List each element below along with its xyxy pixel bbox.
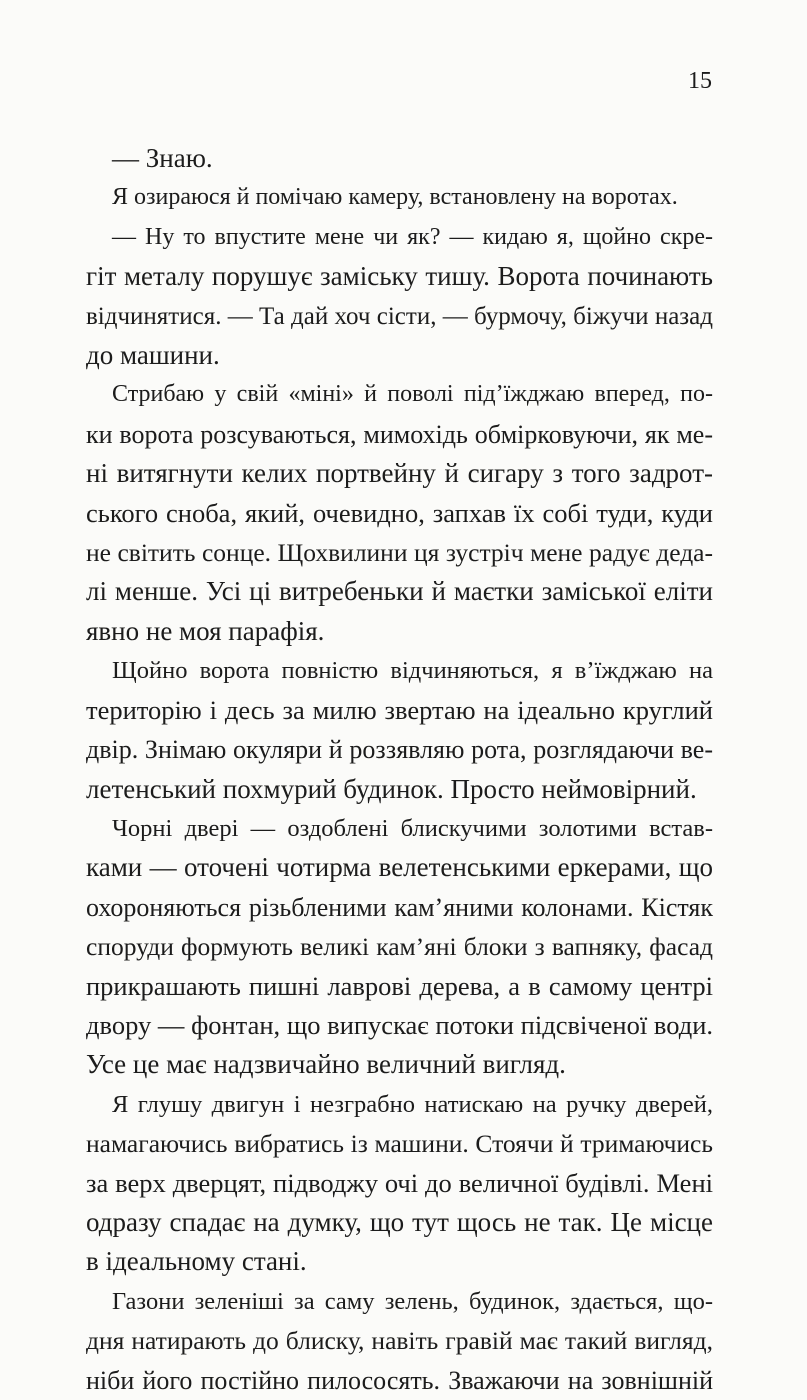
text-line: охороняються різьбленими кам’яними колонами. Кістяк	[86, 892, 713, 922]
paragraph	[86, 218, 713, 376]
text-line: дня натирають до блиску, навіть гравій має такий вигляд,	[86, 1326, 713, 1356]
text-line: територію і десь за милю звертаю на ідеально круглий	[86, 694, 713, 725]
text-line: ки ворота розсуваються, мимохідь обмірковуючи, як ме-	[86, 419, 713, 449]
text-line: прикрашають пишні лаврові дерева, а в самому центрі	[86, 970, 713, 1001]
paragraph	[86, 809, 713, 1085]
text-line: Чорні двері — оздоблені блискучими золотими встав-	[112, 814, 713, 842]
text-line: ського сноба, який, очевидно, запхав їх собі туди, куди	[86, 497, 713, 528]
paragraph	[86, 651, 713, 809]
text-line: намагаючись вибратись із машини. Стоячи й тримаючись	[86, 1129, 713, 1159]
text-line: Усе це має надзвичайно величний вигляд.	[86, 1049, 566, 1080]
text-line: відчинятися. — Та дай хоч сісти, — бурмочу, біжучи назад	[86, 302, 713, 330]
text-line: ніби його постійно пилососять. Зважаючи на зовнішній	[86, 1365, 713, 1395]
text-line: лі менше. Усі ці витребеньки й маєтки заміської еліти	[86, 576, 713, 607]
text-line: Щойно ворота повністю відчиняються, я в’їжджаю на	[112, 657, 713, 685]
text-line: одразу спадає на думку, що тут щось не так. Це місце	[86, 1206, 713, 1237]
text-line: двір. Знімаю окуляри й роззявляю рота, розглядаючи ве-	[86, 735, 713, 765]
text-line: — Знаю.	[112, 143, 213, 173]
paragraph	[86, 139, 713, 178]
text-line: ками — оточені чотирма велетенськими еркерами, що	[86, 852, 713, 883]
text-line: до машини.	[86, 340, 220, 371]
paragraph	[86, 178, 713, 217]
text-line: двору — фонтан, що випускає потоки підсвіченої води.	[86, 1009, 713, 1040]
paragraph	[86, 1282, 713, 1400]
paragraph	[86, 1085, 713, 1282]
text-line: Я озираюся й помічаю камеру, встановлену на воротах.	[112, 184, 678, 211]
text-line: явно не моя парафія.	[86, 615, 325, 646]
text-line: — Ну то впустите мене чи як? — кидаю я, щойно скре-	[112, 223, 713, 250]
page-number: 15	[688, 68, 712, 94]
text-line: летенський похмурий будинок. Просто неймовірний.	[86, 773, 697, 804]
text-line: ні витягнути келих портвейну й сигару з того задрот-	[86, 458, 713, 489]
text-line: гіт металу порушує заміську тишу. Ворота починають	[86, 261, 713, 292]
paragraph	[86, 375, 713, 651]
text-line: за верх дверцят, підводжу очі до величної будівлі. Мені	[86, 1167, 713, 1198]
text-line: Газони зеленіші за саму зелень, будинок, здається, що-	[112, 1287, 713, 1315]
body-text	[86, 139, 713, 1400]
text-line: Стрибаю у свій «міні» й поволі під’їжджаю вперед, по-	[112, 381, 713, 408]
text-line: не світить сонце. Щохвилини ця зустріч мене радує деда-	[86, 538, 713, 568]
text-line: в ідеальному стані.	[86, 1246, 307, 1277]
text-line: споруди формують великі кам’яні блоки з вапняку, фасад	[86, 932, 713, 962]
text-line: Я глушу двигун і незграбно натискаю на ручку дверей,	[112, 1090, 713, 1118]
